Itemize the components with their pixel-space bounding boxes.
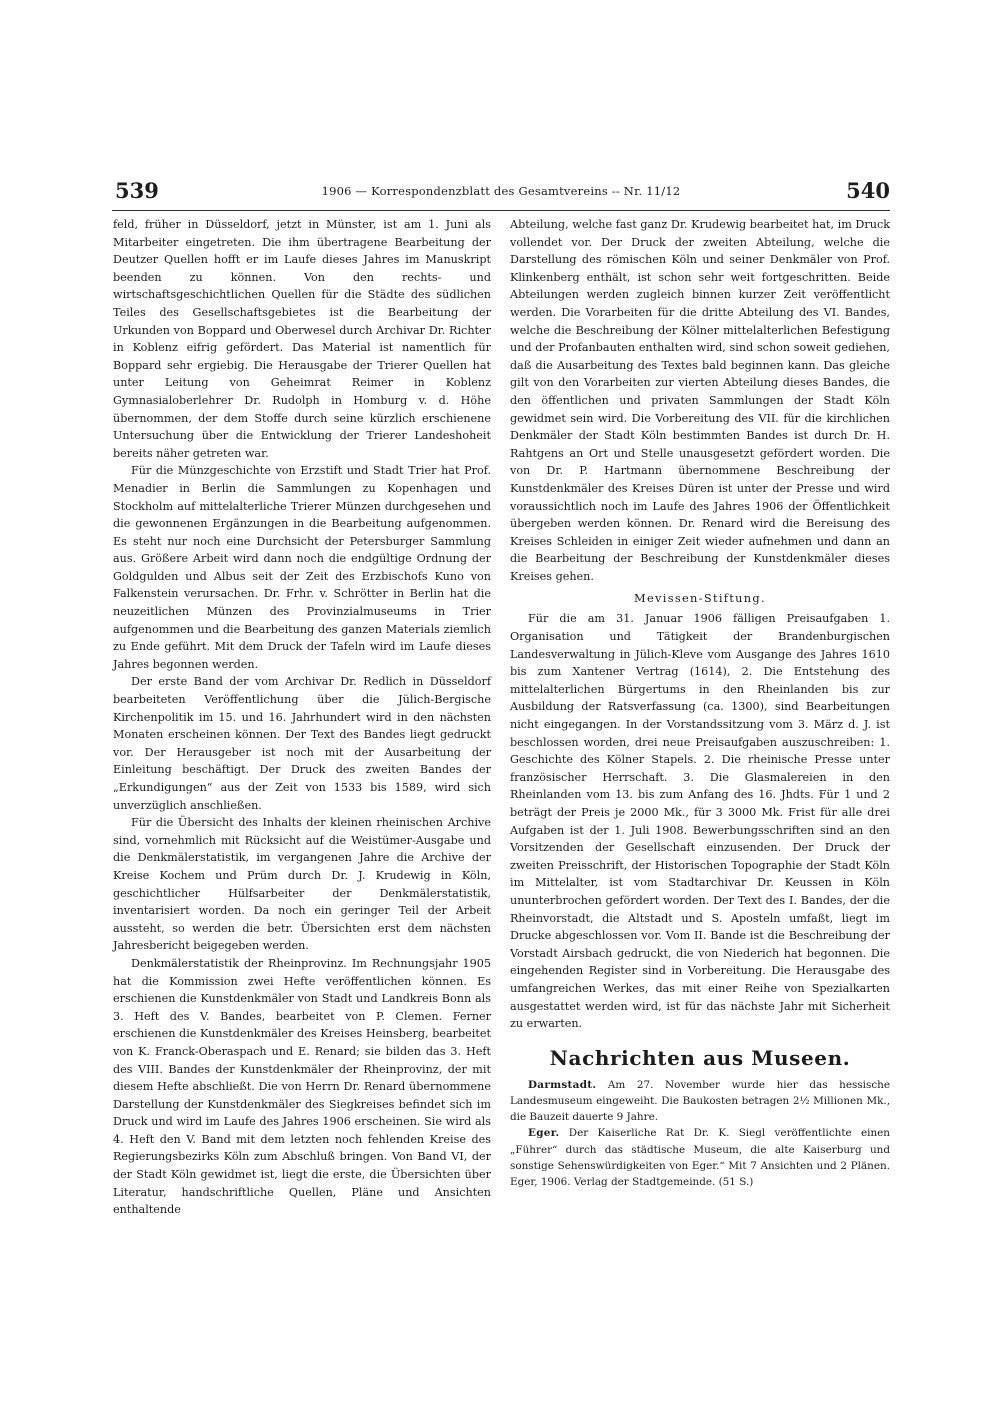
news-item-eger <box>510 1125 890 1190</box>
header-rule <box>112 210 890 211</box>
page-number-right: 540 <box>846 178 890 203</box>
page-header <box>112 178 890 214</box>
mevissen-heading: Mevissen-Stiftung. <box>634 591 766 606</box>
left-column <box>113 216 491 1219</box>
news-place-eger: Eger. <box>528 1127 560 1140</box>
news-place-darmstadt: Darmstadt. <box>528 1078 597 1091</box>
left-paragraph-5: Denkmälerstatistik der Rheinprovinz. Im Rechnungsjahr 1905 hat die Kommission zwei Hefte veröffentlichen können. Es erschienen die Kunstdenkmäler von Stadt und Landkreis Bonn als 3. Heft des V. Bandes, bearbeitet von P. Clemen. Ferner erschienen die Kunstdenkmäler des Kreises Heinsberg, bearbeitet von K. Franck-Oberaspach und E. Renard; sie bilden das 3. Heft des VIII. Bandes der Kunstdenkmäler der Rheinprovinz, der mit diesem Hefte abschließt. Die von Herrn Dr. Renard übernommene Darstellung der Kunstdenkmäler des Siegkreises befindet sich im Druck und wird im Laufe des Jahres 1906 erscheinen. Sie wird als 4. Heft den V. Band mit dem letzten noch fehlenden Kreise des Regierungsbezirks Köln zum Abschluß bringen. Von Band VI, der der Stadt Köln gewidmet ist, liegt die erste, die Übersichten über Literatur, handschriftliche Quellen, Pläne und Ansichten enthaltende <box>113 956 491 1217</box>
news-text-eger: Der Kaiserliche Rat Dr. K. Siegl veröffentlichte einen „Führer“ durch das städtische Museum, die alte Kaiserburg und sonstige Sehenswürdigkeiten von Eger.“ Mit 7 Ansichten und 2 Plänen. Eger, 1906. Verlag der Stadtgemeinde. (51 S.) <box>510 1127 890 1188</box>
museum-news-heading: Nachrichten aus Museen. <box>549 1045 851 1070</box>
museum-news <box>510 1077 890 1190</box>
news-item-darmstadt <box>510 1077 890 1126</box>
running-title: 1906 — Korrespondenzblatt des Gesamtvereins -- Nr. 11/12 <box>321 184 681 198</box>
right-column <box>510 216 890 1190</box>
left-paragraph-3: Der erste Band der vom Archivar Dr. Redlich in Düsseldorf bearbeiteten Veröffentlichung über die Jülich-Bergische Kirchenpolitik im 15. und 16. Jahrhundert wird in den nächsten Monaten erscheinen können. Der Text des Bandes liegt gedruckt vor. Der Herausgeber ist noch mit der Ausarbeitung der Einleitung beschäftigt. Der Druck des zweiten Bandes der „Erkundigungen“ aus der Zeit von 1533 bis 1589, wird sich unverzüglich anschließen. <box>113 675 491 812</box>
left-paragraph-4: Für die Übersicht des Inhalts der kleinen rheinischen Archive sind, vornehmlich mit Rücksicht auf die Weistümer-Ausgabe und die Denkmälerstatistik, im vergangenen Jahre die Archive der Kreise Kochem und Prüm durch Dr. J. Krudewig in Köln, geschichtlicher Hülfsarbeiter der Denkmälerstatistik, inventarisiert worden. Da noch ein geringer Teil der Arbeit aussteht, so werden die betr. Übersichten erst dem nächsten Jahresbericht beigegeben werden. <box>113 816 491 953</box>
left-paragraph-1: feld, früher in Düsseldorf, jetzt in Münster, ist am 1. Juni als Mitarbeiter eingetreten. Die ihm übertragene Bearbeitung der Deutzer Quellen hofft er im Laufe dieses Jahres im Manuskript beenden zu können. Von den rechts- und wirtschaftsgeschichtlichen Quellen für die Städte des südlichen Teiles des Gesellschaftsgebietes ist die Bearbeitung der Urkunden von Boppard und Oberwesel durch Archivar Dr. Richter in Koblenz eifrig gefördert. Das Material ist namentlich für Boppard sehr ergiebig. Die Herausgabe der Trierer Quellen hat unter Leitung von Geheimrat Reimer in Koblenz Gymnasialoberlehrer Dr. Rudolph in Homburg v. d. Höhe übernommen, der dem Stoffe durch seine kürzlich erschienene Untersuchung über die Entwicklung der Trierer Landeshoheit bereits näher getreten war. <box>113 218 491 460</box>
page-number-left: 539 <box>115 178 159 203</box>
right-paragraph-1: Abteilung, welche fast ganz Dr. Krudewig bearbeitet hat, im Druck vollendet vor. Der Druck der zweiten Abteilung, welche die Darstellung des römischen Köln und seiner Denkmäler von Prof. Klinkenberg enthält, ist schon sehr weit fortgeschritten. Beide Abteilungen werden zugleich binnen kurzer Zeit veröffentlicht werden. Die Vorarbeiten für die dritte Abteilung des VI. Bandes, welche die Beschreibung der Kölner mittelalterlichen Befestigung und der Profanbauten enthalten wird, sind schon soweit gediehen, daß die Ausarbeitung des Textes bald beginnen kann. Das gleiche gilt von den Vorarbeiten zur vierten Abteilung dieses Bandes, die den öffentlichen und privaten Sammlungen der Stadt Köln gewidmet sein wird. Die Vorbereitung des VII. für die kirchlichen Denkmäler der Stadt Köln bestimmten Bandes ist durch Dr. H. Rahtgens an Ort und Stelle unausgesetzt gefördert worden. Die von Dr. P. Hartmann übernommene Beschreibung der Kunstdenkmäler des Kreises Düren ist unter der Presse und wird voraussichtlich noch im Laufe des Jahres 1906 der Öffentlichkeit übergeben werden können. Dr. Renard wird die Bereisung des Kreises Schleiden in einiger Zeit wieder aufnehmen und dann an die Bearbeitung der Beschreibung der Kunstdenkmäler dieses Kreises gehen. <box>510 218 890 583</box>
left-paragraph-2: Für die Münzgeschichte von Erzstift und Stadt Trier hat Prof. Menadier in Berlin die Sammlungen zu Kopenhagen und Stockholm auf mittelalterliche Trierer Münzen durchgesehen und die gewonnenen Ergänzungen in die Bearbeitung aufgenommen. Es steht nur noch eine Durchsicht der Petersburger Sammlung aus. Größere Arbeit wird dann noch die endgültige Ordnung der Goldgulden und Albus seit der Zeit des Erzbischofs Kuno von Falkenstein verursachen. Dr. Frhr. v. Schrötter in Berlin hat die neuzeitlichen Münzen des Provinzialmuseums in Trier aufgenommen und die Bearbeitung des ganzen Materials ziemlich zu Ende geführt. Mit dem Druck der Tafeln wird im Laufe dieses Jahres begonnen werden. <box>113 464 491 671</box>
right-paragraph-2: Für die am 31. Januar 1906 fälligen Preisaufgaben 1. Organisation und Tätigkeit der Brandenburgischen Landesverwaltung in Jülich-Kleve vom Ausgange des Jahres 1610 bis zum Xantener Vertrag (1614), 2. Die Entstehung des mittelalterlichen Bürgertums in den Rheinlanden bis zur Ausbildung der Ratsverfassung (ca. 1300), sind Bearbeitungen nicht eingegangen. In der Vorstandssitzung vom 3. März d. J. ist beschlossen worden, drei neue Preisaufgaben auszuschreiben: 1. Geschichte des Kölner Stapels. 2. Die rheinische Presse unter französischer Herrschaft. 3. Die Glasmalereien in den Rheinlanden vom 13. bis zum Anfang des 16. Jhdts. Für 1 und 2 beträgt der Preis je 2000 Mk., für 3 3000 Mk. Frist für alle drei Aufgaben ist der 1. Juli 1908. Bewerbungsschriften sind an den Vorsitzenden der Gesellschaft einzusenden. Der Druck der zweiten Preisschrift, der Historischen Topographie der Stadt Köln im Mittelalter, ist vom Stadtarchivar Dr. Keussen in Köln ununterbrochen gefördert worden. Der Text des I. Bandes, der die Rheinvorstadt, die Altstadt und S. Aposteln umfaßt, liegt im Drucke abgeschlossen vor. Vom II. Bande ist die Beschreibung der Vorstadt Airsbach gedruckt, die von Niederich hat begonnen. Die eingehenden Register sind in Vorbereitung. Die Herausgabe des umfangreichen Werkes, das mit einer Reihe von Spezialkarten ausgestattet werden wird, ist für das nächste Jahr mit Sicherheit zu erwarten. <box>510 612 890 1031</box>
news-text-darmstadt: Am 27. November wurde hier das hessische Landesmuseum eingeweiht. Die Baukosten betragen 2½ Millionen Mk., die Bauzeit dauerte 9 Jahre. <box>510 1078 890 1124</box>
